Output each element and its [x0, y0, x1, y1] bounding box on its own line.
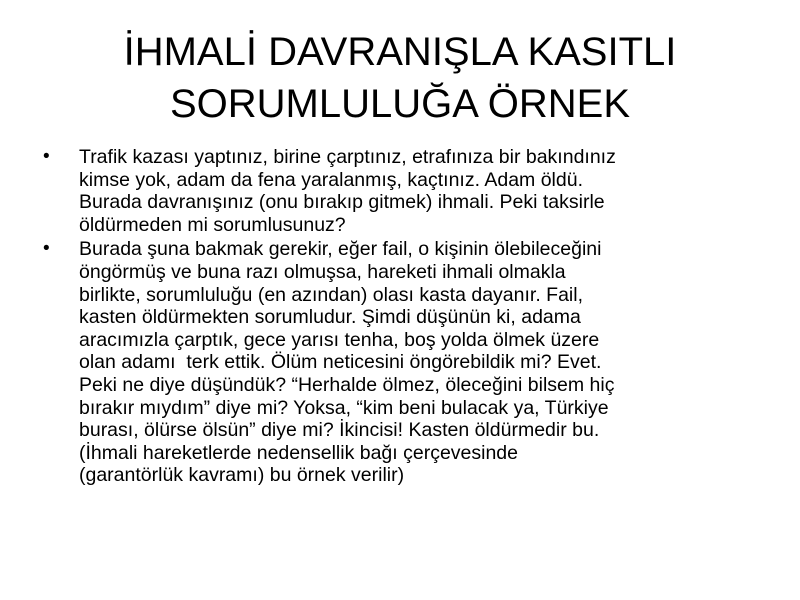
bullet-1-line-2: kimse yok, adam da fena yaralanmış, kaçtınız. Adam öldü. [79, 168, 583, 191]
bullet-2-line-2: öngörmüş ve buna razı olmuşsa, hareketi ihmali olmakla [79, 260, 566, 283]
bullet-2-line-1: Burada şuna bakmak gerekir, eğer fail, o kişinin ölebileceğini [79, 238, 602, 261]
bullet-2-line-9: burası, ölürse ölsün” diye mi? İkincisi! Kasten öldürmedir bu. [79, 419, 600, 442]
bullet-2-line-11: (garantörlük kavramı) bu örnek verilir) [79, 464, 405, 487]
bullet-1-line-1: Trafik kazası yaptınız, birine çarptınız, etrafınıza bir bakındınız [79, 146, 616, 168]
bullet-2-line-7: Peki ne diye düşündük? “Herhalde ölmez, öleceğini bilsem hiç [79, 373, 615, 396]
slide-title [60, 26, 740, 130]
bullet-2-line-6: olan adamı terk ettik. Ölüm neticesini öngörebildik mi? Evet. [79, 351, 602, 374]
bullet-item-2 [42, 238, 762, 487]
bullet-dot-icon: • [43, 146, 50, 167]
bullet-1-line-3: Burada davranışınız (onu bırakıp gitmek) ihmali. Peki taksirle [79, 191, 605, 214]
bullet-list [42, 146, 762, 489]
bullet-dot-icon: • [43, 238, 50, 260]
bullet-2-line-8: bırakır mıydım” diye mi? Yoksa, “kim beni bulacak ya, Türkiye [79, 396, 609, 419]
bullet-2-line-5: aracımızla çarptık, gece yarısı tenha, boş yolda ölmek üzere [79, 328, 600, 351]
bullet-2-line-4: kasten öldürmekten sorumludur. Şimdi düşünün ki, adama [79, 306, 581, 329]
bullet-2-line-10: (İhmali hareketlerde nedensellik bağı çerçevesinde [79, 441, 518, 464]
bullet-item-1 [42, 146, 762, 236]
slide-title-line-2: SORUMLULUĞA ÖRNEK [169, 82, 631, 126]
slide-title-line-1: İHMALİ DAVRANIŞLA KASITLI [123, 30, 677, 74]
bullet-2-line-3: birlikte, sorumluluğu (en azından) olası kasta dayanır. Fail, [79, 283, 584, 306]
bullet-1-line-4: öldürmeden mi sorumlusunuz? [79, 213, 346, 236]
